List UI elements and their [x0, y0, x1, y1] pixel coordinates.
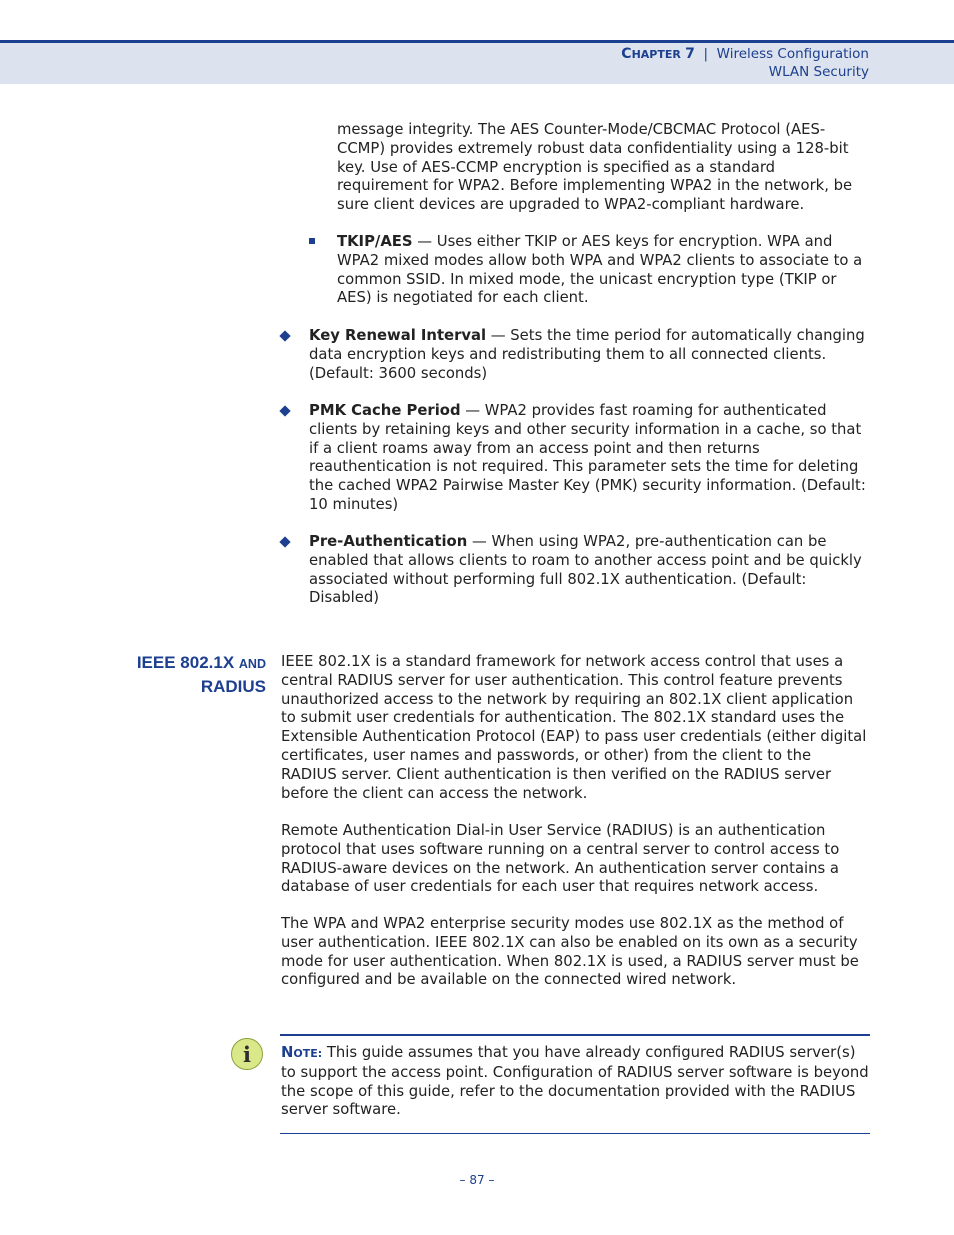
info-icon: i [231, 1038, 263, 1070]
note-bottom-rule [280, 1133, 870, 1134]
chapter-title: CHAPTER 7 | Wireless Configuration [621, 46, 869, 62]
section-paragraph: Remote Authentication Dial-in User Service (RADIUS) is an authentication protocol that uses software running on a central server to control access to RADIUS-aware devices on the network. An authentication server contains a database of user credentials for each user that requires network access. [281, 822, 840, 896]
section-paragraph: The WPA and WPA2 enterprise security modes use 802.1X as the method of user authentication. IEEE 802.1X can also be enabled on its own as a security mode for user authentication. When 802.1X is used, a RADIUS server must be configured and be available on the connected wired network. [281, 915, 859, 989]
diamond-bullet-icon [279, 330, 290, 341]
square-bullet-icon [309, 238, 315, 244]
bullet-pre-authentication: Pre-Authentication — When using WPA2, pre-authentication can be enabled that allows clients to roam to another access point and be quickly associated without performing full 802.1X authentication. (Default: Disabled) [309, 533, 862, 607]
section-heading: IEEE 802.1X AND RADIUS [136, 653, 266, 696]
note-label: NOTE: [281, 1044, 323, 1061]
diamond-bullet-icon [279, 405, 290, 416]
page-header [0, 40, 954, 84]
bullet-key-renewal-interval: Key Renewal Interval — Sets the time period for automatically changing data encryption keys and redistributing them to all connected clients. (Default: 3600 seconds) [309, 327, 865, 382]
section-title: WLAN Security [768, 64, 869, 80]
note-top-rule [280, 1034, 870, 1036]
bullet-tkip-aes: TKIP/AES — Uses either TKIP or AES keys for encryption. WPA and WPA2 mixed modes allow both WPA and WPA2 clients to associate to a common SSID. In mixed mode, the unicast encryption type (TKIP or AES) is negotiated for each client. [337, 233, 863, 307]
continued-paragraph: message integrity. The AES Counter-Mode/CBCMAC Protocol (AES-CCMP) provides extremely robust data confidentiality using a 128-bit key. Use of AES-CCMP encryption is specified as a standard requirement for WPA2. Before implementing WPA2 in the network, be sure client devices are upgraded to WPA2-compliant hardware. [337, 121, 853, 214]
note-text: NOTE: This guide assumes that you have already configured RADIUS server(s) to support the access point. Configuration of RADIUS server software is beyond the scope of this guide, refer to the documentation provided with the RADIUS server software. [281, 1044, 869, 1119]
bullet-pmk-cache-period: PMK Cache Period — WPA2 provides fast roaming for authenticated clients by retaining keys and other security information in a cache, so that if a client roams away from an access point and then returns reauthentication is not required. This parameter sets the time for deleting the cached WPA2 Pairwise Master Key (PMK) security information. (Default: 10 minutes) [309, 402, 866, 513]
diamond-bullet-icon [279, 536, 290, 547]
section-paragraph: IEEE 802.1X is a standard framework for network access control that uses a central RADIUS server for user authentication. This control feature prevents unauthorized access to the network by requiring an 802.1X client application to submit user credentials for authentication. The 802.1X standard uses the Extensible Authentication Protocol (EAP) to pass user credentials (either digital certificates, user names and passwords, or other) from the client to the RADIUS server. Client authentication is then verified on the RADIUS server before the client can access the network. [281, 653, 867, 802]
page-number: – 87 – [459, 1173, 495, 1187]
